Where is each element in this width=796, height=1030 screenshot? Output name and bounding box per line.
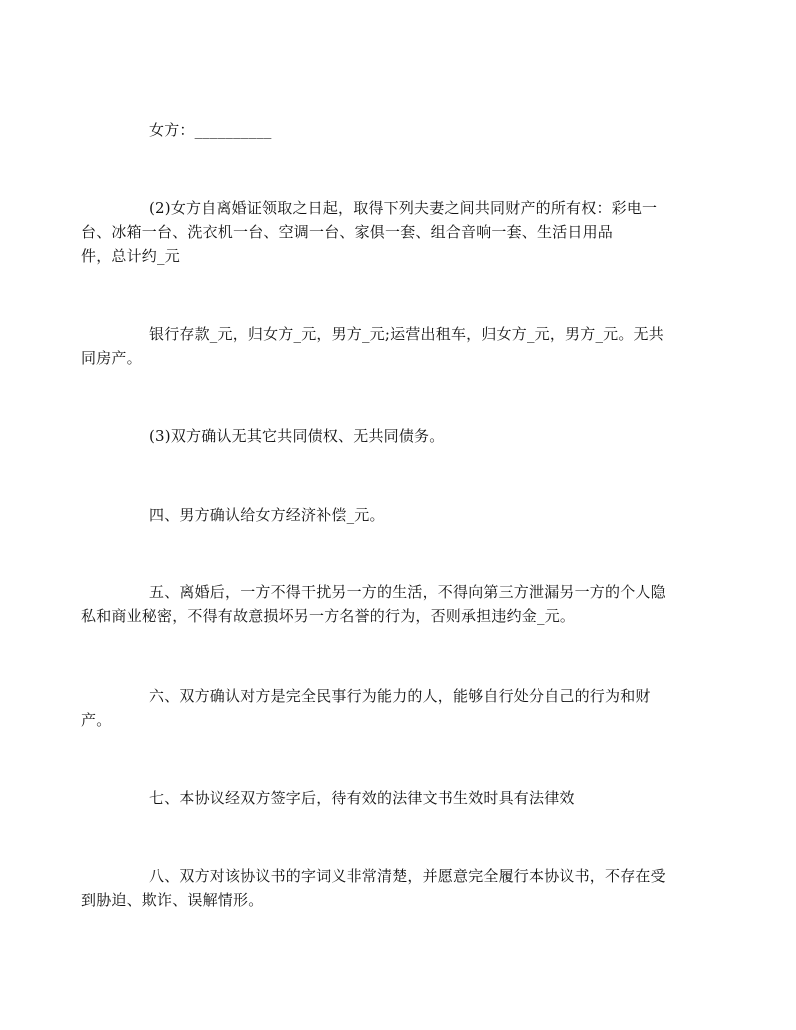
text-line: 产。 — [81, 711, 112, 729]
paragraph-clause-four — [115, 503, 685, 527]
text-line: (3)双方确认无其它共同债权、无共同债务。 — [149, 427, 445, 445]
text-line: 四、男方确认给女方经济补偿_元。 — [149, 506, 385, 524]
text-line: 八、双方对该协议书的字词义非常清楚，并愿意完全履行本协议书，不存在受 — [149, 867, 666, 885]
paragraph-female-party — [115, 118, 685, 142]
paragraph-bank-deposit — [81, 322, 685, 370]
paragraph-female-property — [81, 196, 685, 268]
text-line: 银行存款_元，归女方_元，男方_元;运营出租车，归女方_元，男方_元。无共 — [149, 325, 664, 343]
paragraph-clause-six — [81, 684, 685, 732]
paragraph-clause-seven — [115, 786, 685, 810]
text-line: 七、本协议经双方签字后，待有效的法律文书生效时具有法律效 — [149, 789, 575, 807]
paragraph-no-shared-debt — [115, 424, 685, 448]
text-line: 件，总计约_元 — [81, 247, 180, 265]
text-line: 女方：__________ — [149, 121, 272, 139]
text-line: 到胁迫、欺诈、误解情形。 — [81, 891, 264, 909]
text-line: 同房产。 — [81, 349, 142, 367]
text-line: 台、冰箱一台、洗衣机一台、空调一台、家俱一套、组合音响一套、生活日用品 — [81, 223, 614, 241]
text-line: 六、双方确认对方是完全民事行为能力的人，能够自行处分自己的行为和财 — [149, 687, 651, 705]
text-line: 五、离婚后，一方不得干扰另一方的生活，不得向第三方泄漏另一方的个人隐 — [149, 583, 666, 601]
paragraph-clause-eight — [81, 864, 685, 912]
text-line: (2)女方自离婚证领取之日起，取得下列夫妻之间共同财产的所有权：彩电一 — [149, 199, 658, 217]
text-line: 私和商业秘密，不得有故意损坏另一方名誉的行为，否则承担违约金_元。 — [81, 607, 576, 625]
paragraph-clause-five — [81, 580, 685, 628]
